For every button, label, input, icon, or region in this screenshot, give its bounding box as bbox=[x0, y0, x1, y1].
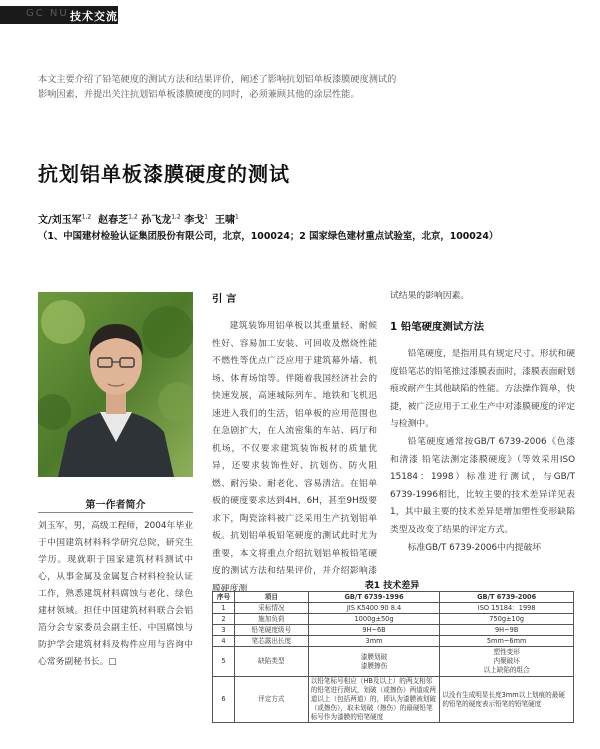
table-row bbox=[213, 625, 574, 636]
table-header-cell: GB/T 6739-1996 bbox=[308, 592, 440, 603]
author-name: 赵春芝 bbox=[98, 215, 129, 226]
table-cell: ISO 15184：1998 bbox=[440, 603, 574, 614]
author-name: 刘玉军 bbox=[51, 215, 82, 226]
table-cell: 9H~6B bbox=[308, 625, 440, 636]
table-row bbox=[213, 603, 574, 614]
table-row bbox=[213, 647, 574, 677]
table-title: 表1 技术差异 bbox=[364, 581, 420, 591]
table-cell: 1000g±50g bbox=[308, 614, 440, 625]
table-cell: 采标情况 bbox=[234, 603, 308, 614]
table-cell: 塑性变形 内聚破坏 以上缺陷的组合 bbox=[440, 647, 574, 677]
table-cell: 750g±10g bbox=[440, 614, 574, 625]
author-affil-mark: 1 bbox=[235, 213, 239, 221]
author-name: 王啸 bbox=[215, 215, 236, 226]
affiliation: （1、中国建材检验认证集团股份有限公司，北京，100024；2 国家绿色建材重点试验室，北京，100024） bbox=[38, 231, 499, 242]
table-header-cell: 项目 bbox=[234, 592, 308, 603]
bio-heading: 第一作者简介 bbox=[85, 500, 146, 511]
article-title: 抗划铝单板漆膜硬度的测试 bbox=[38, 162, 290, 186]
table-cell: 5mm~6mm bbox=[440, 636, 574, 647]
tech-difference-table bbox=[212, 591, 574, 723]
table-row bbox=[213, 614, 574, 625]
paragraph-pencil-hardness: 铅笔硬度，是指用具有规定尺寸、形状和硬度铅笔芯的铅笔推过漆膜表面时，漆膜表面耐划痕或耐产生其他缺陷的性能。方法操作简单，快捷，被广泛应用于工业生产中对漆膜硬度的评定与检测中。 bbox=[390, 349, 575, 429]
table-cell: JIS K5400 90 8.4 bbox=[308, 603, 440, 614]
table-cell: 4 bbox=[213, 636, 235, 647]
header-ghost-text: GC NU bbox=[26, 8, 69, 19]
table-header-cell: GB/T 6739-2006 bbox=[440, 592, 574, 603]
table-cell: 2 bbox=[213, 614, 235, 625]
table-cell: 漆膜划破 漆膜擦伤 bbox=[308, 647, 440, 677]
paragraph-standard: 铅笔硬度通常按GB/T 6739-2006《色漆和清漆 铅笔法测定漆膜硬度》（等效采用ISO 15184：1998）标准进行测试，与GB/T 6739-1996相比，比较主要的技术差异详见表1，其中最主要的技术差异是增加塑性变形缺陷类型及改变了结果的评定方式。 bbox=[390, 437, 575, 535]
table-cell: 以没有生成明显长度3mm以上划痕的最硬的铅笔的硬度表示铅笔的铅笔硬度 bbox=[440, 677, 574, 723]
table-cell: 9H~9B bbox=[440, 625, 574, 636]
table-header-cell: 序号 bbox=[213, 592, 235, 603]
bio-text: 刘玉军，男，高级工程师，2004年毕业于中国建筑材料科学研究总院，研究生学历。现就职于国家建筑材料测试中心，从事金属及金属复合材料检验认证工作，熟悉建筑材料腐蚀与老化、绿色建材领域。担任中国建筑材料联合会铝箔分会专家委员会副主任、中国腐蚀与防护学会建筑材料及构件应用与咨询中心常务副秘书长。□ bbox=[38, 521, 193, 667]
author-affil-mark: 1,2 bbox=[81, 213, 92, 221]
table-cell: 3mm bbox=[308, 636, 440, 647]
intro-continued: 试结果的影响因素。 bbox=[390, 291, 470, 301]
header-bar bbox=[0, 0, 600, 26]
author-prefix: 文/ bbox=[38, 215, 52, 226]
section-tag: 技术交流 bbox=[70, 10, 118, 23]
author-affil-mark: 1,2 bbox=[128, 213, 138, 221]
author-affil-mark: 1 bbox=[204, 213, 209, 221]
table-cell: 铅笔硬度级号 bbox=[234, 625, 308, 636]
author-photo bbox=[38, 292, 193, 477]
table-cell: 6 bbox=[213, 677, 235, 723]
table-header-row bbox=[213, 592, 574, 603]
table-cell: 笔芯露出长度 bbox=[234, 636, 308, 647]
table-row bbox=[213, 636, 574, 647]
section-1-heading: 1 铅笔硬度测试方法 bbox=[390, 321, 484, 333]
abstract: 本文主要介绍了铅笔硬度的测试方法和结果评价，阐述了影响抗划铝单板漆膜硬度测试的影响因素，并提出关注抗划铝单板漆膜硬度的同时，必须兼顾其他的涂层性能。 bbox=[38, 74, 397, 100]
author-name: 李戈 bbox=[184, 215, 205, 226]
author-affil-mark: 1,2 bbox=[171, 213, 181, 221]
paragraph-continued: 标准GB/T 6739-2006中内提破坏 bbox=[407, 543, 542, 553]
bio-divider bbox=[38, 512, 193, 513]
intro-heading: 引 言 bbox=[212, 293, 237, 305]
table-cell: 评定方式 bbox=[234, 677, 308, 723]
table-cell: 施加负荷 bbox=[234, 614, 308, 625]
table-cell: 以铅笔标号相应（HB及以上）的两支相邻的铅笔进行测试，划破（或擦伤）两道或两道以上（包括两道）的，即认为漆膜被划破（或擦伤），取未划破（擦伤）的最硬铅笔标号作为漆膜的铅笔硬度 bbox=[308, 677, 440, 723]
table-cell: 3 bbox=[213, 625, 235, 636]
table-row bbox=[213, 677, 574, 723]
table-cell: 1 bbox=[213, 603, 235, 614]
table-cell: 5 bbox=[213, 647, 235, 677]
author-name: 孙飞龙 bbox=[141, 215, 172, 226]
author-line bbox=[38, 211, 239, 226]
intro-paragraph: 建筑装饰用铝单板以其重量轻、耐候性好、容易加工安装、可回收及燃烧性能不燃性等优点广泛应用于建筑幕外墙、机场、体育场馆等。伴随着我国经济社会的快速发展，高速城际列车、地铁和飞机迅速进入我们的生活，铝单板的应用范围也在急剧扩大，在人流密集的车站、码厅和机场，不仅要求建筑装饰板材的质量优异，还要求装饰性好、抗划伤、防火阻燃、耐污染、耐老化、容易清洁。在铝单板的硬度要求达到4H、6H，甚至9H级要求下，陶瓷涂料被广泛采用生产抗划铝单板。抗划铝单板铅笔硬度的测试此时尤为重要，本文将重点介绍抗划铝单板铅笔硬度的测试方法和结果评价，并介绍影响漆膜硬度测 bbox=[212, 321, 377, 594]
table-cell: 缺陷类型 bbox=[234, 647, 308, 677]
